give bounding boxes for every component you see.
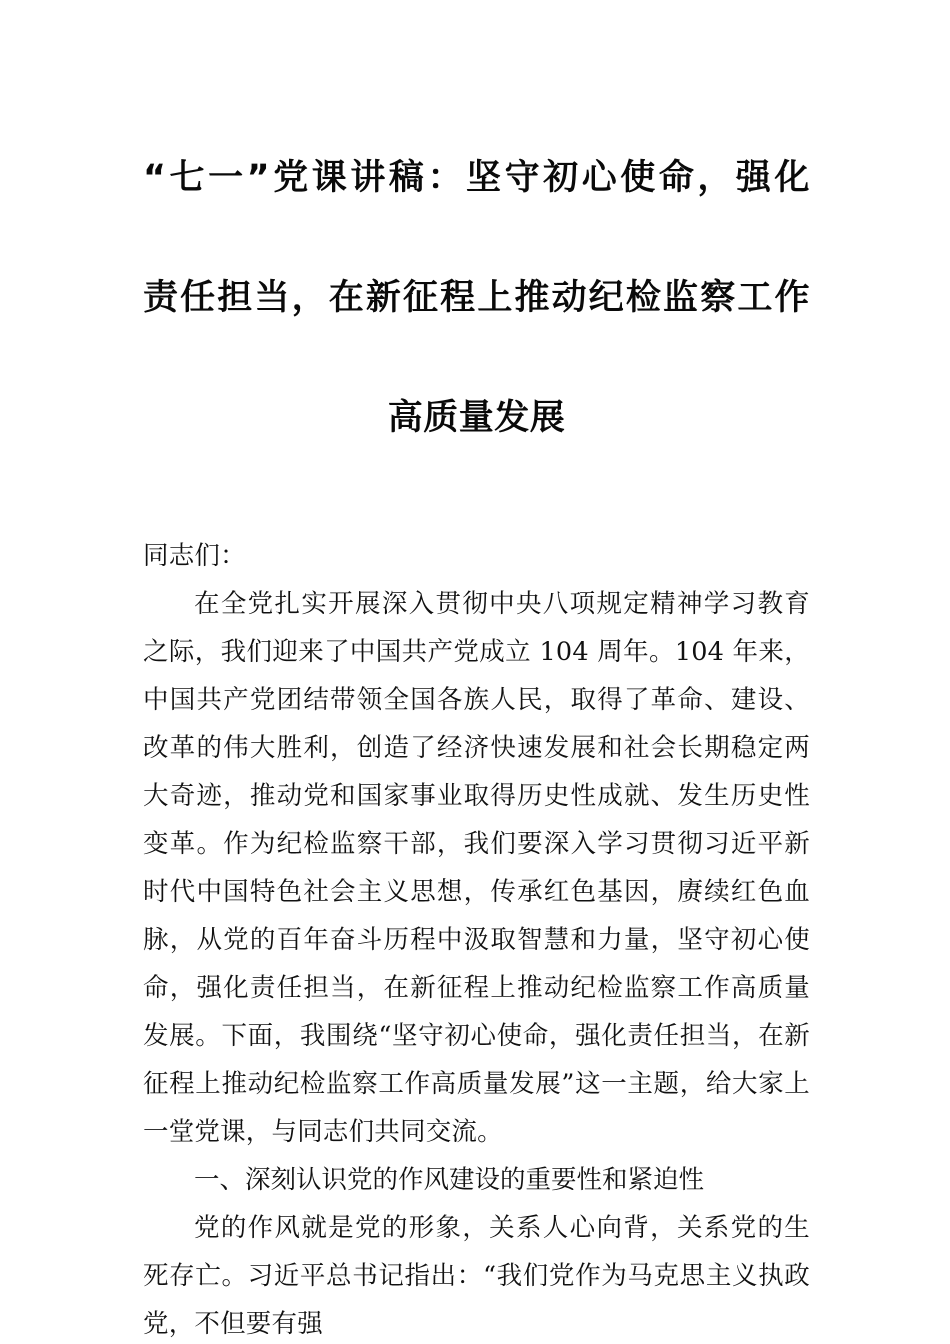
page-title: [143, 0, 810, 478]
page-content-column: [143, 0, 810, 1344]
body-paragraph-1: 在全党扎实开展深入贯彻中央八项规定精神学习教育之际，我们迎来了中国共产党成立 104 周年。104 年来，中国共产党团结带领全国各族人民，取得了革命、建设、改革的伟大胜利，创造了经济快速发展和社会长期稳定两大奇迹，推动党和国家事业取得历史性成就、发生历史性变革。作为纪检监察干部，我们要深入学习贯彻习近平新时代中国特色社会主义思想，传承红色基因，赓续红色血脉，从党的百年奋斗历程中汲取智慧和力量，坚守初心使命，强化责任担当，在新征程上推动纪检监察工作高质量发展。下面，我围绕“坚守初心使命，强化责任担当，在新征程上推动纪检监察工作高质量发展”这一主题，给大家上一堂党课，与同志们共同交流。: [143, 589, 810, 1147]
title-line-3: 高质量发展: [387, 398, 566, 438]
document-body: [143, 532, 810, 1344]
title-line-2: 责任担当，在新征程上推动纪检监察工作: [143, 278, 810, 318]
title-line-1: “七一”党课讲稿：坚守初心使命，强化: [143, 158, 810, 198]
salutation: 同志们：: [143, 541, 246, 571]
section-heading-1: 一、深刻认识党的作风建设的重要性和紧迫性: [194, 1165, 705, 1195]
body-paragraph-2: 党的作风就是党的形象，关系人心向背，关系党的生死存亡。习近平总书记指出：“我们党作为马克思主义执政党，不但要有强: [143, 1213, 810, 1339]
